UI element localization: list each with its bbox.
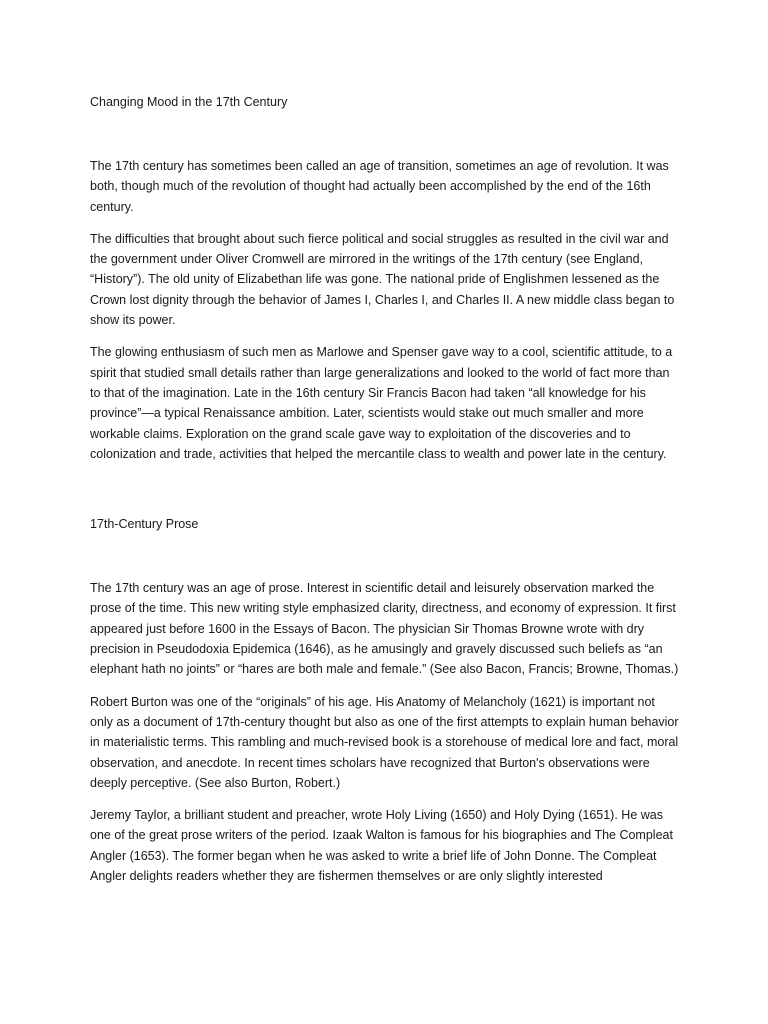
section-heading-changing-mood: Changing Mood in the 17th Century: [90, 95, 288, 109]
spacer: [90, 534, 680, 578]
paragraph: The difficulties that brought about such fierce political and social struggles as resulted in the civil war and the government under Oliver Cromwell are mirrored in the writings of the 17th century (see England, “History”). The old unity of Elizabethan life was gone. The national pride of Englishmen lessened as the Crown lost dignity through the behavior of James I, Charles I, and Charles II. A new middle class began to show its power.: [90, 231, 675, 328]
document-page: [90, 92, 680, 898]
paragraph: Robert Burton was one of the “originals” of his age. His Anatomy of Melancholy (1621) is important not only as a document of 17th-century thought but also as one of the first attempts to explain human behavior in materialistic terms. This rambling and much-revised book is a storehouse of medical lore and fact, moral observation, and anecdote. In recent times scholars have recognized that Burton's observations were deeply perceptive. (See also Burton, Robert.): [90, 694, 679, 790]
paragraph: Jeremy Taylor, a brilliant student and preacher, wrote Holy Living (1650) and Holy Dying (1651). He was one of the great prose writers of the period. Izaak Walton is famous for his biographies and The Compleat Angler (1653). The former began when he was asked to write a brief life of John Donne. The Compleat Angler delights readers whether they are fishermen themselves or are only slightly interested: [90, 808, 673, 884]
paragraph: The 17th century was an age of prose. Interest in scientific detail and leisurely observation marked the prose of the time. This new writing style emphasized clarity, directness, and economy of expression. It first appeared just before 1600 in the Essays of Bacon. The physician Sir Thomas Browne wrote with dry precision in Pseudodoxia Epidemica (1646), as he amusingly and gravely discussed such beliefs as “an elephant hath no joints” or “hares are both male and female.” (See also Bacon, Francis; Browne, Thomas.): [90, 581, 679, 677]
spacer: [90, 112, 680, 156]
section-heading-prose: 17th-Century Prose: [90, 517, 199, 532]
paragraph: The glowing enthusiasm of such men as Marlowe and Spenser gave way to a cool, scientific attitude, to a spirit that studied small details rather than large generalizations and looked to the world of fact more than to that of the imagination. Late in the 16th century Sir Francis Bacon had taken “all knowledge for his province”—a typical Renaissance ambition. Later, scientists would stake out much smaller and more workable claims. Exploration on the grand scale gave way to exploitation of the discoveries and to colonization and trade, activities that helped the mercantile class to wealth and power late in the century.: [90, 345, 673, 461]
paragraph: The 17th century has sometimes been called an age of transition, sometimes an age of revolution. It was both, though much of the revolution of thought had actually been accomplished by the end of the 16th century.: [90, 159, 669, 214]
spacer: [90, 476, 680, 514]
